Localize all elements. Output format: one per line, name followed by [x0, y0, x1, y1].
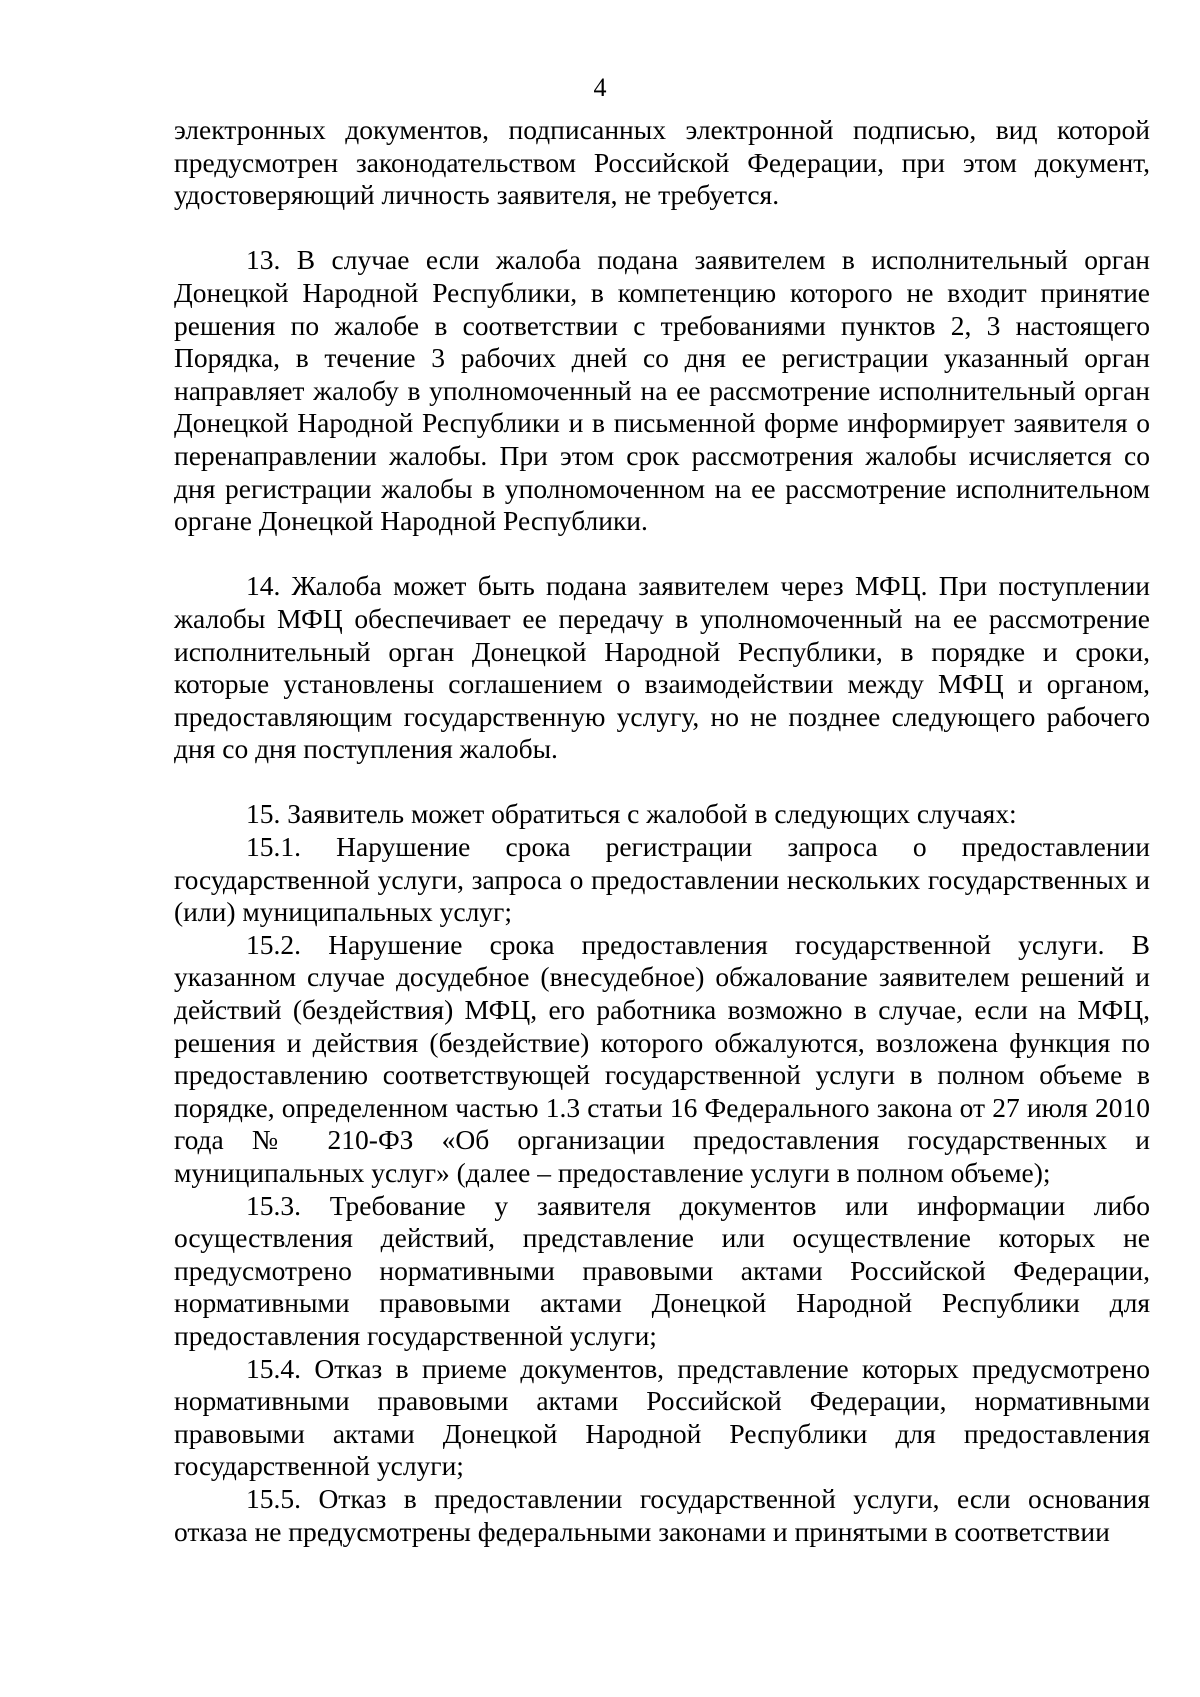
- paragraph-15-2: 15.2. Нарушение срока предоставления государственной услуги. В указанном случае досудебное (внесудебное) обжалование заявителем решений и действий (бездействия) МФЦ, его работника возможно в случае, если на МФЦ, решения и действия (бездействие) которого обжалуются, возложена функция по предоставлению соответствующей государственной услуги в полном объеме в порядке, определенном частью 1.3 статьи 16 Федерального закона от 27 июля 2010 года № 210-ФЗ «Об организации предоставления государственных и муниципальных услуг» (далее – предоставление услуги в полном объеме);: [174, 928, 1150, 1188]
- paragraph-13: 13. В случае если жалоба подана заявителем в исполнительный орган Донецкой Народной Республики, в компетенцию которого не входит принятие решения по жалобе в соответствии с требованиями пунктов 2, 3 настоящего Порядка, в течение 3 рабочих дней со дня ее регистрации указанный орган направляет жалобу в уполномоченный на ее рассмотрение исполнительный орган Донецкой Народной Республики и в письменной форме информирует заявителя о перенаправлении жалобы. При этом срок рассмотрения жалобы исчисляется со дня регистрации жалобы в уполномоченном на ее рассмотрение исполнительном органе Донецкой Народной Республики.: [174, 244, 1150, 537]
- paragraph-continuation: электронных документов, подписанных электронной подписью, вид которой предусмотрен законодательством Российской Федерации, при этом документ, удостоверяющий личность заявителя, не требуется.: [174, 114, 1150, 211]
- paragraph-15-1: 15.1. Нарушение срока регистрации запроса о предоставлении государственной услуги, запроса о предоставлении нескольких государственных и (или) муниципальных услуг;: [174, 831, 1150, 928]
- paragraph-15-3: 15.3. Требование у заявителя документов или информации либо осуществления действий, представление или осуществление которых не предусмотрено нормативными правовыми актами Российской Федерации, нормативными правовыми актами Донецкой Народной Республики для предоставления государственной услуги;: [174, 1189, 1150, 1351]
- paragraph-15-5: 15.5. Отказ в предоставлении государственной услуги, если основания отказа не предусмотрены федеральными законами и принятыми в соответствии: [174, 1482, 1150, 1547]
- paragraph-15-4: 15.4. Отказ в приеме документов, представление которых предусмотрено нормативными правовыми актами Российской Федерации, нормативными правовыми актами Донецкой Народной Республики для предоставления государственной услуги;: [174, 1352, 1150, 1482]
- document-body: [174, 114, 1150, 1548]
- paragraph-14: 14. Жалоба может быть подана заявителем через МФЦ. При поступлении жалобы МФЦ обеспечивает ее передачу в уполномоченный на ее рассмотрение исполнительный орган Донецкой Народной Республики, в порядке и сроки, которые установлены соглашением о взаимодействии между МФЦ и органом, предоставляющим государственную услугу, но не позднее следующего рабочего дня со дня поступления жалобы.: [174, 570, 1150, 765]
- paragraph-15: 15. Заявитель может обратиться с жалобой в следующих случаях:: [246, 798, 1017, 830]
- page-number: 4: [593, 73, 607, 102]
